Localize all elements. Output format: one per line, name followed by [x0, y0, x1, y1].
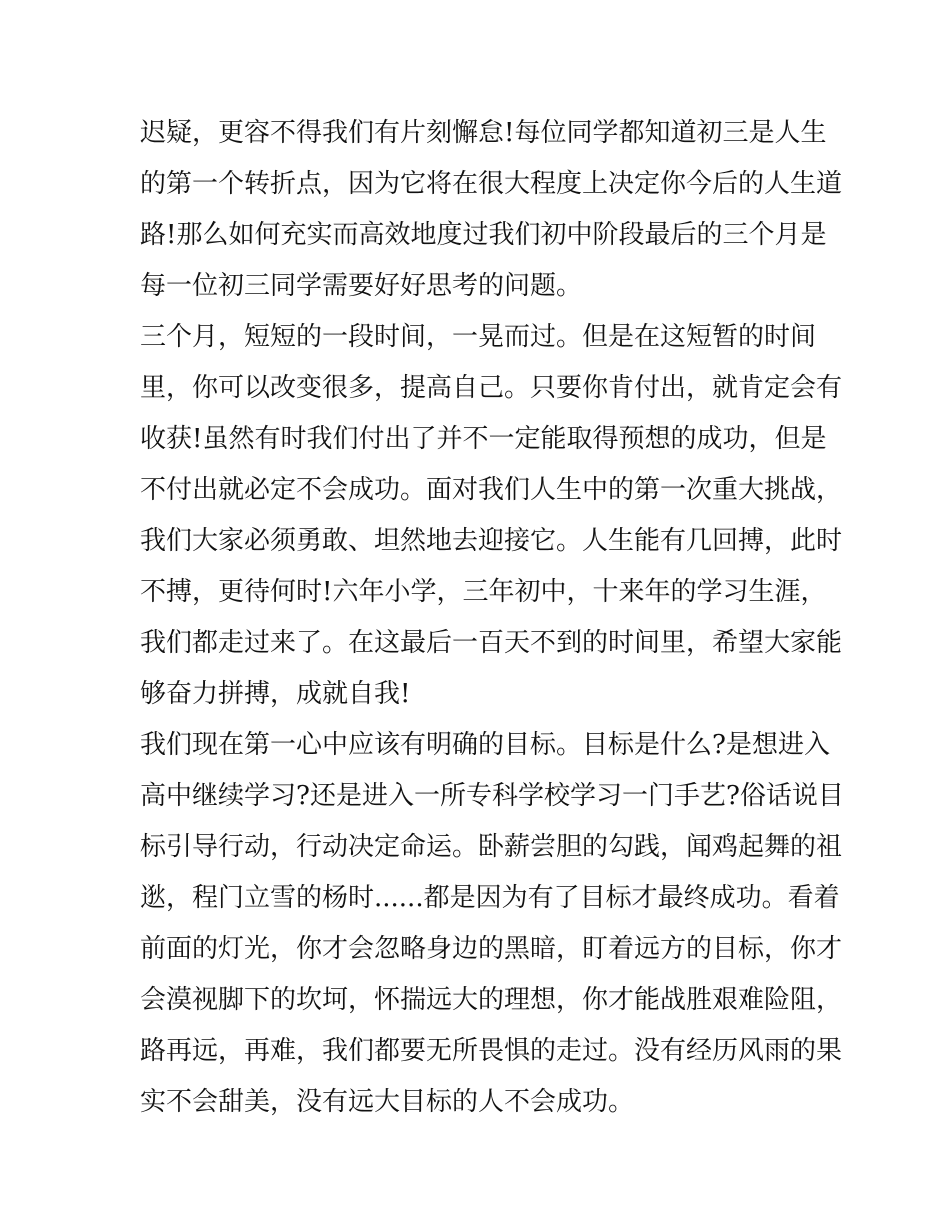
text-line: 我们现在第一心中应该有明确的目标。目标是什么?是想进入: [140, 730, 830, 760]
text-line: 够奋力拼搏，成就自我!: [140, 679, 411, 709]
text-line: 实不会甜美，没有远大目标的人不会成功。: [140, 1087, 635, 1117]
text-line: 收获!虽然有时我们付出了并不一定能取得预想的成功，但是: [140, 424, 827, 454]
paragraph-3: [140, 720, 844, 1128]
text-line: 不搏，更待何时!六年小学，三年初中，十来年的学习生涯，: [140, 577, 827, 607]
text-line: 高中继续学习?还是进入一所专科学校学习一门手艺?俗话说目: [140, 781, 844, 811]
text-line: 的第一个转折点，因为它将在很大程度上决定你今后的人生道: [140, 169, 843, 199]
paragraph-1: [140, 108, 843, 312]
text-line: 里，你可以改变很多，提高自己。只要你肯付出，就肯定会有: [140, 373, 843, 403]
text-line: 路再远，再难，我们都要无所畏惧的走过。没有经历风雨的果: [140, 1036, 843, 1066]
text-line: 路!那么如何充实而高效地度过我们初中阶段最后的三个月是: [140, 220, 827, 250]
text-line: 我们大家必须勇敢、坦然地去迎接它。人生能有几回搏，此时: [140, 526, 843, 556]
text-line: 迟疑，更容不得我们有片刻懈怠!每位同学都知道初三是人生: [140, 118, 827, 148]
text-line: 不付出就必定不会成功。面对我们人生中的第一次重大挑战，: [140, 475, 843, 505]
text-line: 逖，程门立雪的杨时......都是因为有了目标才最终成功。看着: [140, 883, 840, 913]
paragraph-2: [140, 312, 843, 720]
document-body: [140, 108, 844, 1128]
text-line: 会漠视脚下的坎坷，怀揣远大的理想，你才能战胜艰难险阻，: [140, 985, 843, 1015]
text-line: 前面的灯光，你才会忽略身边的黑暗，盯着远方的目标，你才: [140, 934, 843, 964]
text-line: 每一位初三同学需要好好思考的问题。: [140, 271, 583, 301]
text-line: 三个月，短短的一段时间，一晃而过。但是在这短暂的时间: [140, 322, 817, 352]
text-line: 我们都走过来了。在这最后一百天不到的时间里，希望大家能: [140, 628, 843, 658]
text-line: 标引导行动，行动决定命运。卧薪尝胆的勾践，闻鸡起舞的祖: [140, 832, 843, 862]
